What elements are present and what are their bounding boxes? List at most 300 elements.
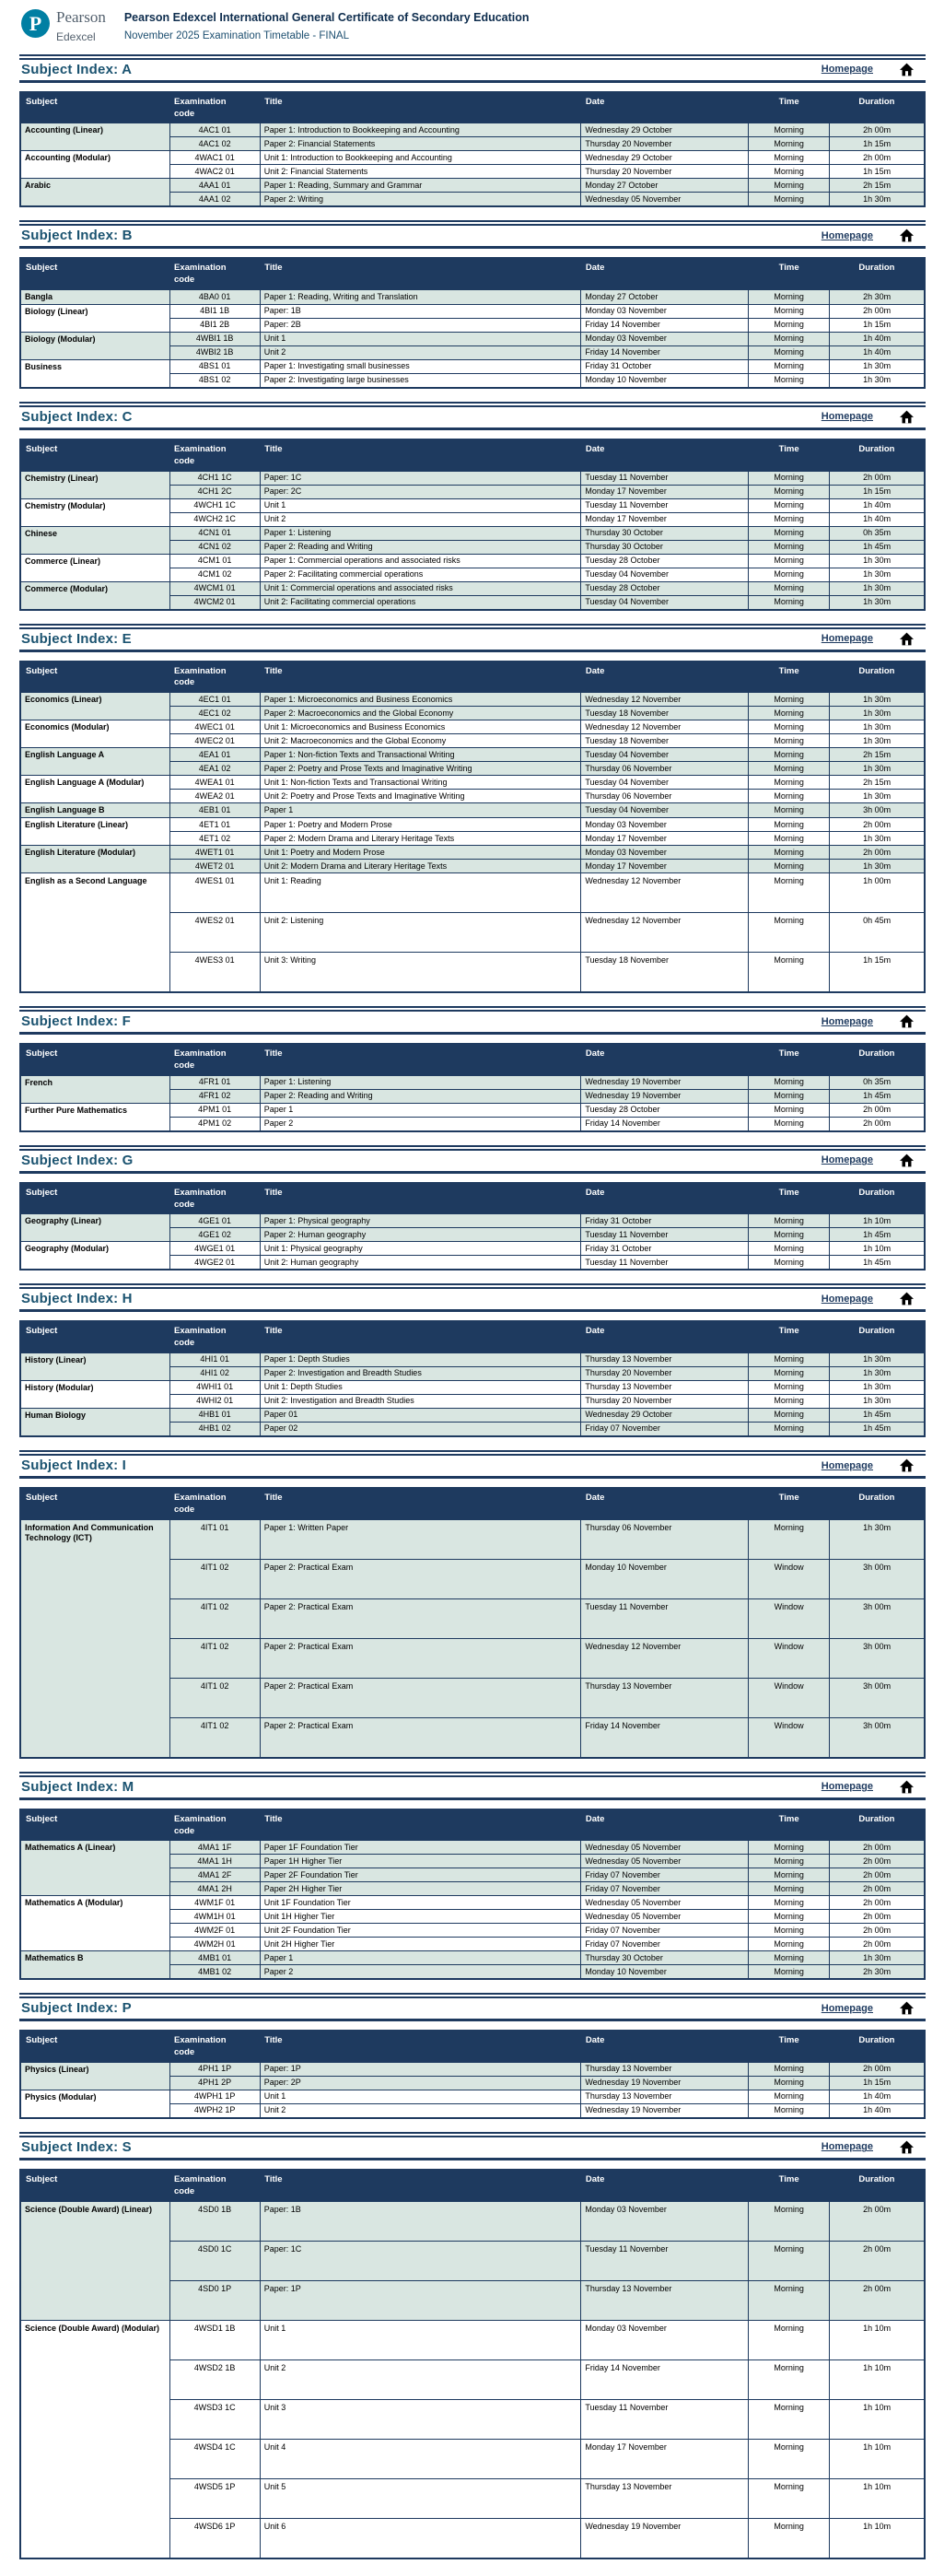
exam-table [19, 2169, 926, 2559]
exam-table [19, 257, 926, 389]
col-title: Title [260, 1044, 581, 1075]
code-cell: 4EA1 01 [169, 748, 260, 762]
homepage-link[interactable]: Homepage [821, 633, 873, 645]
date-cell: Friday 07 November [581, 1938, 749, 1951]
time-cell: Morning [748, 2062, 829, 2076]
time-cell: Morning [748, 748, 829, 762]
title-cell: Unit 2: Financial Statements [260, 165, 581, 179]
col-duration: Duration [830, 1488, 925, 1519]
date-cell: Thursday 13 November [581, 2478, 749, 2518]
table-row [20, 818, 925, 832]
duration-cell: 1h 30m [830, 860, 925, 873]
homepage-link[interactable]: Homepage [821, 1781, 873, 1793]
subject-cell: Accounting (Linear) [20, 123, 169, 151]
code-cell: 4ET1 01 [169, 818, 260, 832]
duration-cell: 3h 00m [830, 1559, 925, 1598]
table-row [20, 471, 925, 485]
home-icon[interactable] [899, 63, 915, 76]
duration-cell: 2h 00m [830, 1924, 925, 1938]
duration-cell: 1h 30m [830, 762, 925, 776]
duration-cell: 1h 30m [830, 359, 925, 373]
home-icon[interactable] [899, 1780, 915, 1794]
section-title: Subject Index: A [21, 61, 133, 77]
date-cell: Thursday 13 November [581, 2090, 749, 2103]
home-icon[interactable] [899, 2001, 915, 2015]
subject-cell: Accounting (Modular) [20, 151, 169, 179]
date-cell: Thursday 20 November [581, 165, 749, 179]
duration-cell: 2h 00m [830, 1882, 925, 1896]
date-cell: Thursday 06 November [581, 1519, 749, 1559]
title-cell: Paper 2: Macroeconomics and the Global Economy [260, 707, 581, 720]
col-date: Date [581, 258, 749, 289]
table-row [20, 359, 925, 373]
home-icon[interactable] [899, 410, 915, 424]
date-cell: Tuesday 18 November [581, 734, 749, 748]
date-cell: Monday 10 November [581, 1559, 749, 1598]
title-cell: Unit 4 [260, 2439, 581, 2478]
duration-cell: 1h 10m [830, 2518, 925, 2558]
duration-cell: 2h 00m [830, 2201, 925, 2241]
date-cell: Wednesday 19 November [581, 2103, 749, 2118]
home-icon[interactable] [899, 228, 915, 242]
date-cell: Thursday 30 October [581, 540, 749, 554]
code-cell: 4IT1 02 [169, 1717, 260, 1758]
code-cell: 4WET1 01 [169, 846, 260, 860]
time-cell: Morning [748, 137, 829, 151]
duration-cell: 2h 00m [830, 1938, 925, 1951]
code-cell: 4IT1 01 [169, 1519, 260, 1559]
col-subject: Subject [20, 92, 169, 123]
table-row [20, 554, 925, 568]
date-cell: Friday 31 October [581, 1214, 749, 1228]
section-heading-bar [19, 54, 926, 83]
code-cell: 4HB1 02 [169, 1423, 260, 1437]
date-cell: Wednesday 19 November [581, 1075, 749, 1089]
title-cell: Paper 2: Practical Exam [260, 1638, 581, 1678]
home-icon[interactable] [899, 2140, 915, 2154]
table-row [20, 846, 925, 860]
section-title: Subject Index: E [21, 630, 132, 647]
page-subtitle: November 2025 Examination Timetable - FINAL [123, 29, 349, 41]
date-cell: Wednesday 12 November [581, 873, 749, 913]
date-cell: Friday 07 November [581, 1882, 749, 1896]
col-subject: Subject [20, 439, 169, 471]
time-cell: Morning [748, 165, 829, 179]
title-cell: Paper 2F Foundation Tier [260, 1868, 581, 1882]
duration-cell: 2h 00m [830, 2280, 925, 2320]
date-cell: Wednesday 19 November [581, 2518, 749, 2558]
section-title: Subject Index: B [21, 228, 133, 244]
date-cell: Thursday 06 November [581, 790, 749, 803]
subject-section [19, 1772, 926, 1981]
duration-cell: 1h 10m [830, 1214, 925, 1228]
section-title: Subject Index: H [21, 1291, 133, 1307]
date-cell: Friday 14 November [581, 345, 749, 359]
title-cell: Paper: 2C [260, 485, 581, 498]
title-cell: Unit 2: Poetry and Prose Texts and Imaginative Writing [260, 790, 581, 803]
date-cell: Monday 03 November [581, 818, 749, 832]
duration-cell: 1h 15m [830, 953, 925, 993]
homepage-link[interactable]: Homepage [821, 229, 873, 241]
time-cell: Morning [748, 1910, 829, 1924]
date-cell: Wednesday 05 November [581, 1896, 749, 1910]
title-cell: Unit 1H Higher Tier [260, 1910, 581, 1924]
page-title: Pearson Edexcel International General Certificate of Secondary Education [123, 11, 530, 24]
time-cell: Morning [748, 720, 829, 734]
code-cell: 4FR1 01 [169, 1075, 260, 1089]
title-cell: Unit 1 [260, 498, 581, 512]
title-cell: Paper: 1C [260, 471, 581, 485]
subject-section [19, 1145, 926, 1271]
title-cell: Unit 2: Investigation and Breadth Studies [260, 1395, 581, 1409]
code-cell: 4WCH2 1C [169, 512, 260, 526]
duration-cell: 1h 40m [830, 498, 925, 512]
code-cell: 4WCH1 1C [169, 498, 260, 512]
title-cell: Paper 2: Investigation and Breadth Studies [260, 1367, 581, 1381]
table-row [20, 2090, 925, 2103]
table-row [20, 179, 925, 193]
subject-cell: English Literature (Modular) [20, 846, 169, 873]
title-cell: Paper 1 [260, 1951, 581, 1965]
code-cell: 4PM1 02 [169, 1117, 260, 1131]
table-row [20, 1214, 925, 1228]
title-cell: Unit 2: Listening [260, 913, 581, 953]
col-subject: Subject [20, 1488, 169, 1519]
table-header-row [20, 258, 925, 289]
date-cell: Wednesday 05 November [581, 193, 749, 207]
time-cell: Morning [748, 595, 829, 610]
duration-cell: 1h 00m [830, 873, 925, 913]
duration-cell: 1h 45m [830, 540, 925, 554]
homepage-link[interactable]: Homepage [821, 1293, 873, 1305]
title-cell: Paper 2H Higher Tier [260, 1882, 581, 1896]
code-cell: 4WBI1 1B [169, 332, 260, 345]
time-cell: Morning [748, 540, 829, 554]
code-cell: 4GE1 01 [169, 1214, 260, 1228]
col-duration: Duration [830, 1809, 925, 1841]
section-heading-bar [19, 2132, 926, 2160]
date-cell: Monday 03 November [581, 2201, 749, 2241]
title-cell: Paper 1: Listening [260, 1075, 581, 1089]
home-icon[interactable] [899, 1153, 915, 1167]
homepage-link[interactable]: Homepage [821, 1015, 873, 1027]
time-cell: Morning [748, 1117, 829, 1131]
code-cell: 4WEA1 01 [169, 776, 260, 790]
homepage-link[interactable]: Homepage [821, 2141, 873, 2153]
col-time: Time [748, 662, 829, 693]
code-cell: 4AA1 01 [169, 179, 260, 193]
date-cell: Tuesday 11 November [581, 1228, 749, 1242]
subject-cell: History (Linear) [20, 1353, 169, 1381]
subject-section [19, 54, 926, 208]
time-cell: Morning [748, 818, 829, 832]
home-icon[interactable] [899, 1014, 915, 1028]
time-cell: Morning [748, 471, 829, 485]
duration-cell: 2h 00m [830, 471, 925, 485]
home-icon[interactable] [899, 1458, 915, 1472]
title-cell: Unit 2 [260, 2359, 581, 2399]
title-cell: Paper 1: Microeconomics and Business Economics [260, 693, 581, 707]
col-examination-code: Examination code [169, 258, 260, 289]
exam-table [19, 1487, 926, 1759]
document-header [21, 9, 926, 43]
col-examination-code: Examination code [169, 439, 260, 471]
time-cell: Morning [748, 762, 829, 776]
time-cell: Morning [748, 1938, 829, 1951]
code-cell: 4IT1 02 [169, 1678, 260, 1717]
title-cell: Unit 2: Human geography [260, 1256, 581, 1270]
time-cell: Morning [748, 568, 829, 581]
col-subject: Subject [20, 662, 169, 693]
subject-cell: Biology (Linear) [20, 304, 169, 332]
col-subject: Subject [20, 2031, 169, 2062]
date-cell: Friday 07 November [581, 1924, 749, 1938]
duration-cell: 1h 45m [830, 1256, 925, 1270]
subject-cell: Chemistry (Modular) [20, 498, 169, 526]
title-cell: Paper 2: Investigating large businesses [260, 373, 581, 388]
duration-cell: 1h 30m [830, 581, 925, 595]
duration-cell: 1h 30m [830, 720, 925, 734]
section-heading-bar [19, 1993, 926, 2021]
date-cell: Monday 27 October [581, 289, 749, 304]
code-cell: 4CN1 01 [169, 526, 260, 540]
time-cell: Morning [748, 373, 829, 388]
subject-cell: Geography (Modular) [20, 1242, 169, 1270]
table-header-row [20, 439, 925, 471]
table-header-row [20, 2031, 925, 2062]
title-cell: Paper 2 [260, 1965, 581, 1980]
duration-cell: 1h 15m [830, 137, 925, 151]
title-cell: Unit 1: Depth Studies [260, 1381, 581, 1395]
duration-cell: 1h 10m [830, 2359, 925, 2399]
date-cell: Monday 03 November [581, 2320, 749, 2359]
time-cell: Morning [748, 2359, 829, 2399]
table-row [20, 498, 925, 512]
date-cell: Wednesday 29 October [581, 1409, 749, 1423]
time-cell: Morning [748, 1423, 829, 1437]
col-examination-code: Examination code [169, 662, 260, 693]
duration-cell: 2h 00m [830, 846, 925, 860]
title-cell: Paper 2: Practical Exam [260, 1598, 581, 1638]
col-subject: Subject [20, 1044, 169, 1075]
date-cell: Monday 03 November [581, 304, 749, 318]
duration-cell: 1h 10m [830, 2439, 925, 2478]
col-examination-code: Examination code [169, 1183, 260, 1214]
title-cell: Paper 1: Reading, Writing and Translation [260, 289, 581, 304]
title-cell: Unit 2: Modern Drama and Literary Heritage Texts [260, 860, 581, 873]
homepage-link[interactable]: Homepage [821, 64, 873, 76]
time-cell: Morning [748, 2241, 829, 2280]
date-cell: Thursday 20 November [581, 1367, 749, 1381]
table-row [20, 151, 925, 165]
title-cell: Paper 2: Human geography [260, 1228, 581, 1242]
time-cell: Morning [748, 846, 829, 860]
section-heading-bar [19, 1772, 926, 1800]
code-cell: 4PH1 2P [169, 2076, 260, 2090]
subject-cell: Mathematics A (Linear) [20, 1841, 169, 1896]
date-cell: Tuesday 11 November [581, 1598, 749, 1638]
duration-cell: 1h 40m [830, 512, 925, 526]
duration-cell: 1h 10m [830, 2478, 925, 2518]
homepage-link[interactable]: Homepage [821, 2002, 873, 2014]
code-cell: 4FR1 02 [169, 1089, 260, 1103]
code-cell: 4BS1 02 [169, 373, 260, 388]
code-cell: 4WHI1 01 [169, 1381, 260, 1395]
table-row [20, 526, 925, 540]
col-time: Time [748, 1044, 829, 1075]
duration-cell: 1h 15m [830, 2076, 925, 2090]
table-header-row [20, 1321, 925, 1352]
pearson-edexcel-logo [21, 9, 106, 43]
title-cell: Paper: 2B [260, 318, 581, 332]
logo-sub-text: Edexcel [56, 29, 96, 43]
exam-table [19, 439, 926, 611]
time-cell: Morning [748, 2090, 829, 2103]
code-cell: 4IT1 02 [169, 1559, 260, 1598]
table-row [20, 1075, 925, 1089]
duration-cell: 1h 30m [830, 1381, 925, 1395]
title-cell: Paper 2: Practical Exam [260, 1717, 581, 1758]
col-time: Time [748, 92, 829, 123]
duration-cell: 2h 00m [830, 1896, 925, 1910]
code-cell: 4PM1 01 [169, 1103, 260, 1117]
col-time: Time [748, 1183, 829, 1214]
code-cell: 4IT1 02 [169, 1598, 260, 1638]
section-title: Subject Index: S [21, 2138, 132, 2155]
date-cell: Friday 31 October [581, 1242, 749, 1256]
time-cell: Window [748, 1559, 829, 1598]
table-row [20, 123, 925, 137]
table-row [20, 748, 925, 762]
col-title: Title [260, 1183, 581, 1214]
col-subject: Subject [20, 258, 169, 289]
duration-cell: 1h 30m [830, 734, 925, 748]
duration-cell: 2h 00m [830, 1855, 925, 1868]
time-cell: Morning [748, 1367, 829, 1381]
subject-cell: Business [20, 359, 169, 388]
code-cell: 4WPH1 1P [169, 2090, 260, 2103]
col-examination-code: Examination code [169, 2170, 260, 2201]
table-row [20, 693, 925, 707]
date-cell: Tuesday 18 November [581, 953, 749, 993]
section-heading-bar [19, 624, 926, 652]
code-cell: 4EA1 02 [169, 762, 260, 776]
time-cell: Morning [748, 554, 829, 568]
title-cell: Paper 1H Higher Tier [260, 1855, 581, 1868]
code-cell: 4WM1H 01 [169, 1910, 260, 1924]
date-cell: Monday 17 November [581, 2439, 749, 2478]
subject-cell: Economics (Linear) [20, 693, 169, 720]
table-header-row [20, 1044, 925, 1075]
time-cell: Morning [748, 1256, 829, 1270]
time-cell: Morning [748, 498, 829, 512]
title-cell: Paper: 2P [260, 2076, 581, 2090]
time-cell: Morning [748, 485, 829, 498]
col-duration: Duration [830, 92, 925, 123]
subject-section [19, 402, 926, 611]
time-cell: Morning [748, 1951, 829, 1965]
title-cell: Unit 3 [260, 2399, 581, 2439]
duration-cell: 2h 15m [830, 748, 925, 762]
time-cell: Window [748, 1678, 829, 1717]
subject-cell: Commerce (Linear) [20, 554, 169, 581]
time-cell: Morning [748, 2280, 829, 2320]
time-cell: Morning [748, 1868, 829, 1882]
duration-cell: 3h 00m [830, 1598, 925, 1638]
date-cell: Friday 14 November [581, 1717, 749, 1758]
title-cell: Paper 1: Introduction to Bookkeeping and Accounting [260, 123, 581, 137]
date-cell: Wednesday 29 October [581, 123, 749, 137]
homepage-link[interactable]: Homepage [821, 1154, 873, 1166]
duration-cell: 1h 30m [830, 193, 925, 207]
time-cell: Morning [748, 2439, 829, 2478]
time-cell: Morning [748, 1228, 829, 1242]
section-heading-bar [19, 1145, 926, 1174]
time-cell: Morning [748, 1882, 829, 1896]
homepage-link[interactable]: Homepage [821, 1459, 873, 1471]
homepage-link[interactable]: Homepage [821, 411, 873, 423]
code-cell: 4SD0 1P [169, 2280, 260, 2320]
time-cell: Morning [748, 707, 829, 720]
table-row [20, 873, 925, 913]
title-cell: Paper: 1B [260, 304, 581, 318]
subject-section [19, 1283, 926, 1437]
table-row [20, 803, 925, 818]
date-cell: Friday 07 November [581, 1868, 749, 1882]
code-cell: 4CM1 02 [169, 568, 260, 581]
code-cell: 4CH1 2C [169, 485, 260, 498]
col-examination-code: Examination code [169, 1809, 260, 1841]
col-title: Title [260, 92, 581, 123]
title-cell: Unit 1: Introduction to Bookkeeping and Accounting [260, 151, 581, 165]
duration-cell: 1h 30m [830, 1395, 925, 1409]
duration-cell: 1h 15m [830, 318, 925, 332]
duration-cell: 1h 45m [830, 1089, 925, 1103]
date-cell: Thursday 30 October [581, 526, 749, 540]
date-cell: Friday 07 November [581, 1423, 749, 1437]
title-cell: Unit 6 [260, 2518, 581, 2558]
duration-cell: 0h 45m [830, 913, 925, 953]
exam-table [19, 1182, 926, 1271]
col-date: Date [581, 92, 749, 123]
col-subject: Subject [20, 1183, 169, 1214]
date-cell: Tuesday 28 October [581, 1103, 749, 1117]
home-icon[interactable] [899, 632, 915, 646]
date-cell: Tuesday 18 November [581, 707, 749, 720]
code-cell: 4BA0 01 [169, 289, 260, 304]
title-cell: Unit 1: Commercial operations and associated risks [260, 581, 581, 595]
table-row [20, 2320, 925, 2359]
time-cell: Morning [748, 734, 829, 748]
duration-cell: 1h 15m [830, 165, 925, 179]
subject-section [19, 2132, 926, 2559]
table-header-row [20, 662, 925, 693]
duration-cell: 2h 15m [830, 776, 925, 790]
duration-cell: 2h 00m [830, 304, 925, 318]
date-cell: Thursday 20 November [581, 1395, 749, 1409]
code-cell: 4HI1 02 [169, 1367, 260, 1381]
code-cell: 4AA1 02 [169, 193, 260, 207]
title-cell: Unit 1: Physical geography [260, 1242, 581, 1256]
time-cell: Morning [748, 2320, 829, 2359]
title-cell: Paper 1: Reading, Summary and Grammar [260, 179, 581, 193]
title-cell: Unit 1F Foundation Tier [260, 1896, 581, 1910]
home-icon[interactable] [899, 1292, 915, 1306]
duration-cell: 2h 00m [830, 818, 925, 832]
date-cell: Friday 14 November [581, 2359, 749, 2399]
date-cell: Wednesday 12 November [581, 693, 749, 707]
col-title: Title [260, 2170, 581, 2201]
